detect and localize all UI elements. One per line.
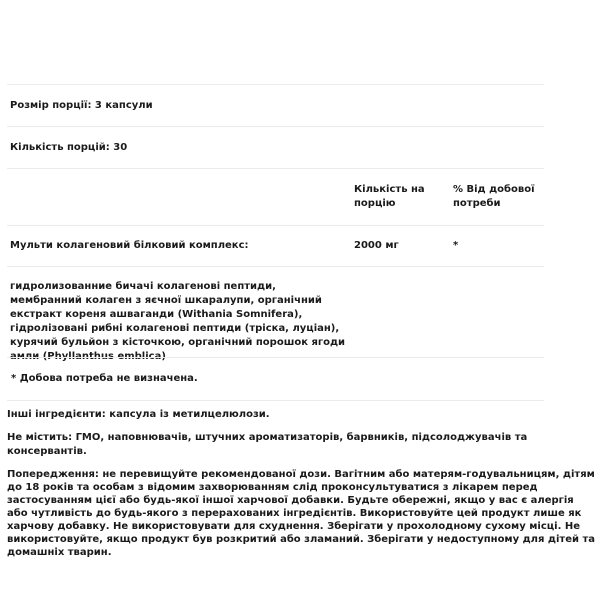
other-ingredients-text: Інші інгредієнти: капсула із метилцелюлози. bbox=[7, 409, 270, 420]
servings-count-row bbox=[7, 126, 544, 168]
table-header-row bbox=[7, 168, 544, 225]
ingredient-name: Мульти колагеновий білковий комплекс: bbox=[10, 240, 249, 251]
supplement-facts-table bbox=[7, 84, 544, 401]
ingredient-amount: 2000 мг bbox=[354, 240, 399, 251]
serving-size-text: Розмір порції: 3 капсули bbox=[10, 100, 153, 111]
servings-count-text: Кількість порцій: 30 bbox=[10, 142, 128, 153]
daily-value-header: % Від добової потреби bbox=[453, 184, 535, 209]
footnote-row bbox=[7, 357, 544, 401]
additional-info bbox=[7, 408, 597, 568]
amount-per-serving-header: Кількість на порцію bbox=[354, 184, 425, 209]
warning-text: Попередження: не перевищуйте рекомендованої дози. Вагітним або матерям-годувальницям, дітям до 18 років та особам з відомим захворюванням слід проконсультуватися з лікарем перед застосуванням цієї або будь-якої іншої харчової добавки. Будьте обережні, якщо у вас є алергія або чутливість до будь-якого з перерахованих інгредієнтів. Використовуйте цей продукт лише як харчову добавку. Не використовувати для схуднення. Зберігати у прохолодному сухому місці. Не використовуйте, якщо продукт був розкритий або зламаний. Зберігати у недоступному для дітей та домашніх тварин. bbox=[7, 469, 596, 558]
composition-row bbox=[7, 266, 544, 362]
footnote-text: * Добова потреба не визначена. bbox=[11, 373, 198, 384]
free-from-text: Не містить: ГМО, наповнювачів, штучних ароматизаторів, барвників, підсолоджувачів та консервантів. bbox=[7, 432, 528, 457]
ingredient-daily-value: * bbox=[453, 240, 459, 251]
table-row bbox=[7, 225, 544, 266]
serving-size-row bbox=[7, 84, 544, 126]
composition-text: гидролизованние бичачі колагенові пептиди, мембранний колаген з яєчної шкаралупи, органічний екстракт кореня ашваганди (Withania Somnifera), гідролізовані рибні колагенові пептиди (тріска, луціан), курячий бульйон з кісточкою, органічний порошок ягоди амли (Phyllanthus emblica) bbox=[10, 281, 346, 362]
